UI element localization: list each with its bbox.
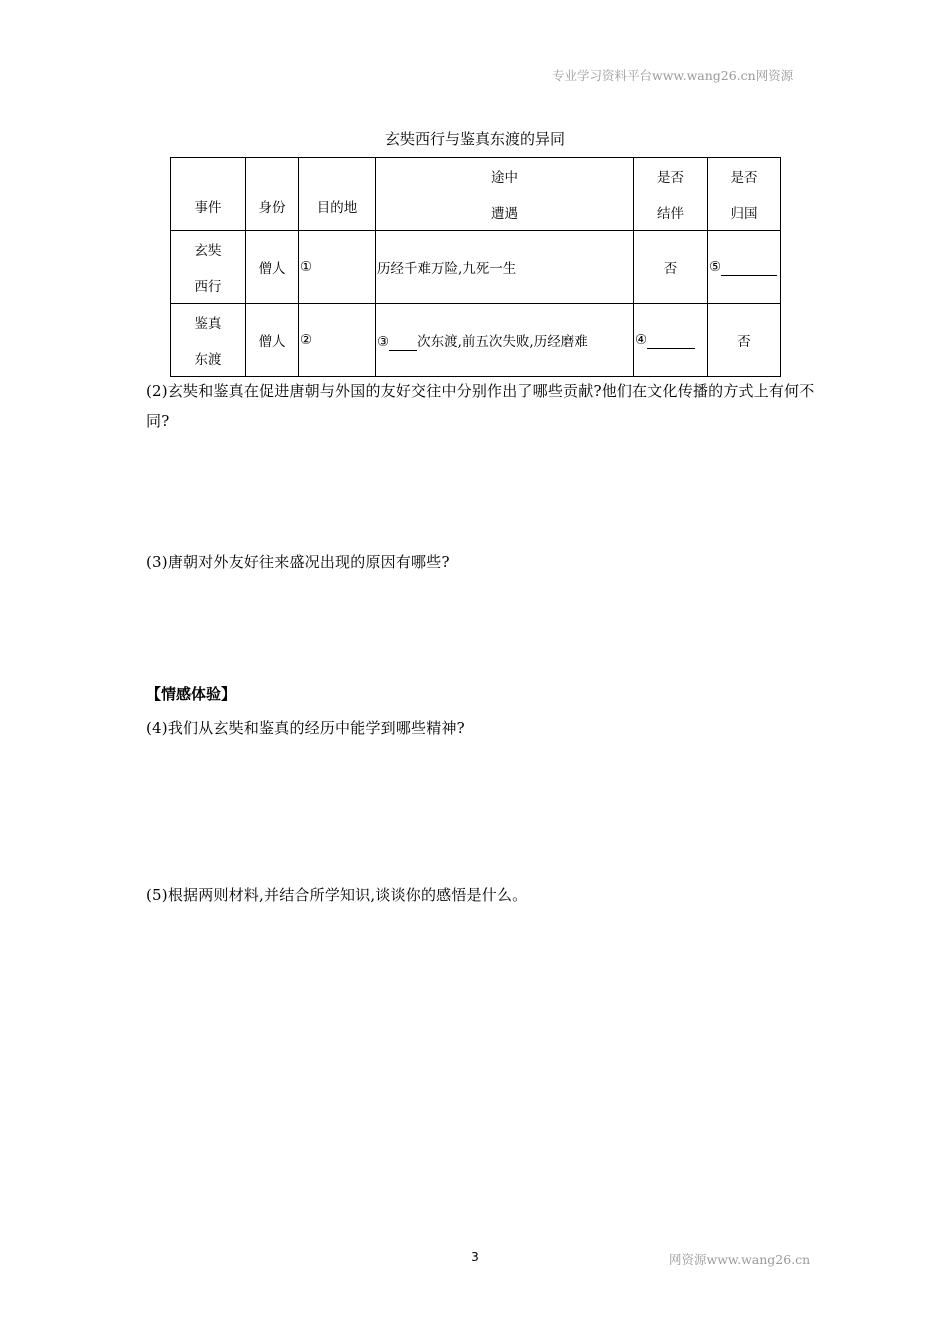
table-header-row <box>171 158 781 231</box>
header-event: 事件 <box>171 158 246 231</box>
row1-experience: 历经千难万险,九死一生 <box>376 231 634 304</box>
header-experience-line2: 遭遇 <box>491 206 518 222</box>
row2-event-line1: 鉴真 <box>194 316 222 332</box>
header-identity: 身份 <box>246 158 299 231</box>
table-row <box>171 304 781 377</box>
row2-return: 否 <box>708 304 781 377</box>
question-2: (2)玄奘和鉴真在促进唐朝与外国的友好交往中分别作出了哪些贡献?他们在文化传播的方式上有何不同? <box>146 382 815 430</box>
header-experience <box>376 158 634 231</box>
header-companion-line2: 结伴 <box>657 206 684 222</box>
row1-event <box>171 231 246 304</box>
question-5: (5)根据两则材料,并结合所学知识,谈谈你的感悟是什么。 <box>146 886 528 904</box>
row1-identity: 僧人 <box>246 231 299 304</box>
row2-identity: 僧人 <box>246 304 299 377</box>
row2-destination: ② <box>299 304 376 377</box>
header-companion-line1: 是否 <box>657 170 684 186</box>
header-watermark: 专业学习资料平台www.wang26.cn网资源 <box>552 68 794 83</box>
header-return-line1: 是否 <box>730 170 758 186</box>
header-experience-line1: 途中 <box>491 170 518 186</box>
header-companion <box>634 158 708 231</box>
header-return <box>708 158 781 231</box>
row1-return-label: ⑤ <box>709 258 722 275</box>
question-4: (4)我们从玄奘和鉴真的经历中能学到哪些精神? <box>146 719 465 737</box>
table-title: 玄奘西行与鉴真东渡的异同 <box>384 130 565 148</box>
answer-blank[interactable] <box>647 332 695 349</box>
row1-event-line2: 西行 <box>194 279 222 295</box>
row1-event-line1: 玄奘 <box>194 243 222 259</box>
answer-blank[interactable] <box>721 259 777 276</box>
question-3: (3)唐朝对外友好往来盛况出现的原因有哪些? <box>146 553 450 571</box>
answer-blank[interactable] <box>389 334 417 351</box>
row1-companion: 否 <box>634 231 708 304</box>
header-destination: 目的地 <box>299 158 376 231</box>
table-row <box>171 231 781 304</box>
row2-event <box>171 304 246 377</box>
row1-destination: ① <box>299 231 376 304</box>
row2-experience-label: ③ <box>377 333 390 350</box>
row2-companion-label: ④ <box>635 331 648 348</box>
header-return-line2: 归国 <box>730 206 758 222</box>
footer-watermark: 网资源www.wang26.cn <box>669 1252 811 1267</box>
row2-experience <box>376 304 634 377</box>
comparison-table <box>170 157 781 377</box>
row2-companion <box>634 304 708 377</box>
section-title: 【情感体验】 <box>146 685 237 703</box>
row2-experience-text: 次东渡,前五次失败,历经磨难 <box>417 333 588 350</box>
page-number: 3 <box>471 1250 479 1264</box>
row2-event-line2: 东渡 <box>194 352 222 368</box>
row1-return <box>708 231 781 304</box>
